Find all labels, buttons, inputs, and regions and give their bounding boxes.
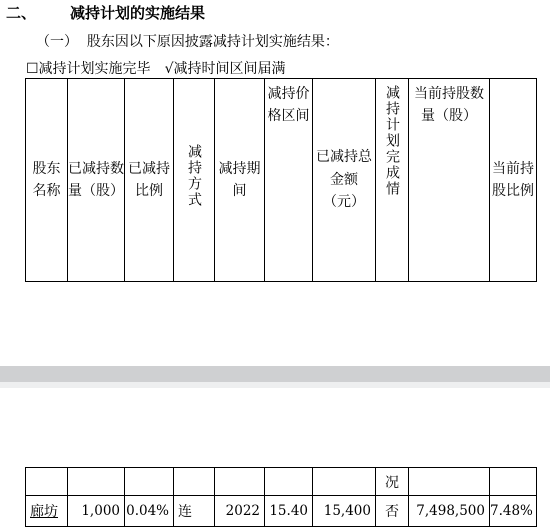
header-amount: 已减持总金额（元） — [313, 79, 376, 282]
result-table-body — [25, 467, 537, 527]
completion-reason-options — [26, 58, 285, 78]
cell-holder-name: 廊坊 — [26, 496, 68, 527]
section-heading — [6, 2, 205, 23]
cell-current-ratio: 7.48% — [490, 496, 537, 527]
page-break-shadow — [0, 382, 550, 388]
header-holder-name: 股东名称 — [26, 79, 68, 282]
section-number: 二、 — [6, 4, 37, 22]
result-table-header — [25, 78, 537, 282]
header-price-range: 减持价格区间 — [265, 79, 313, 282]
cell-price-range: 15.40 — [265, 496, 313, 527]
table-row — [26, 496, 537, 527]
cell-period: 2022 — [215, 496, 265, 527]
subsection-heading: （一） 股东因以下原因披露减持计划实施结果： — [36, 34, 339, 50]
cell-current-shares: 7,498,500 — [409, 496, 490, 527]
header-completed-tail: 况 — [376, 468, 409, 496]
header-current-ratio: 当前持股比例 — [490, 79, 537, 282]
cell-method: 连 — [174, 496, 215, 527]
page-break-bar — [0, 366, 550, 382]
header-current-shares: 当前持股数量（股） — [409, 79, 490, 282]
header-shares-reduced: 已减持数量（股） — [68, 79, 125, 282]
option-period-expired: √减持时间区间届满 — [164, 61, 286, 77]
header-ratio-reduced: 已减持比例 — [125, 79, 174, 282]
header-method: 减持方式 — [174, 79, 215, 282]
cell-ratio-reduced: 0.04% — [125, 496, 174, 527]
section-title: 减持计划的实施结果 — [70, 4, 206, 22]
option-plan-completed: ☐减持计划实施完毕 — [26, 61, 151, 77]
header-completed: 减持计划完成情 — [376, 79, 409, 282]
header-period: 减持期间 — [215, 79, 265, 282]
cell-amount: 15,400 — [313, 496, 376, 527]
cell-completed: 否 — [376, 496, 409, 527]
cell-shares-reduced: 1,000 — [68, 496, 125, 527]
